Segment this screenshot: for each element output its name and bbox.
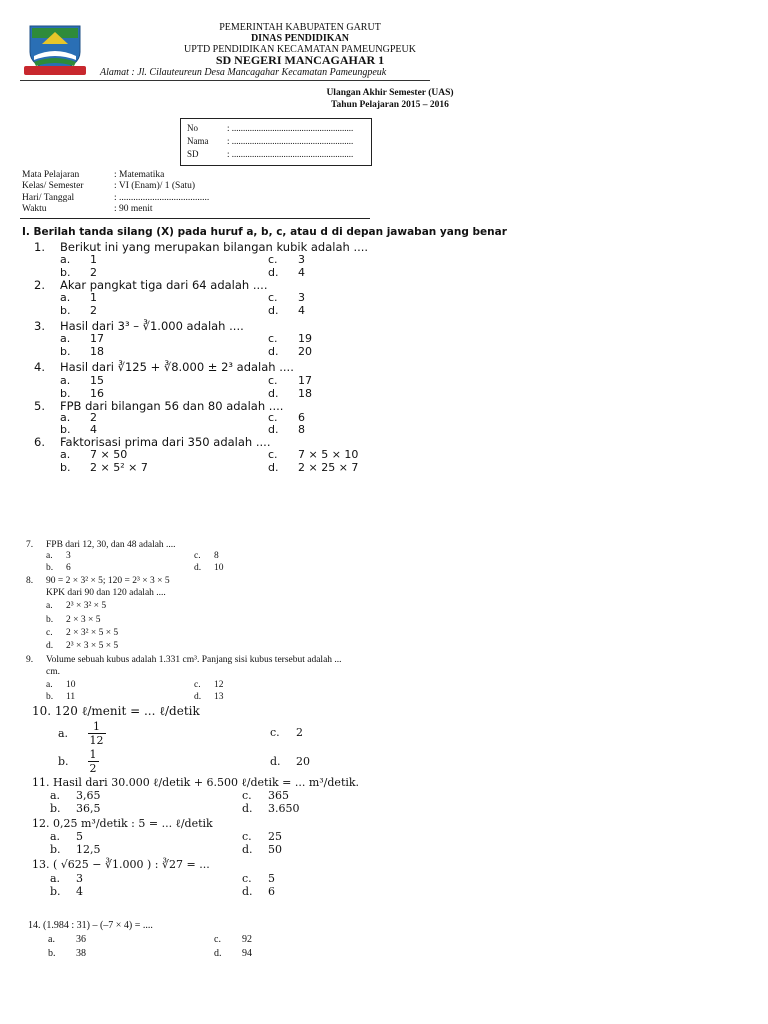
id-row-sd: SD : ...................................................... — [187, 149, 354, 159]
q5-option-b[interactable]: b. 4 — [60, 423, 97, 436]
question-11: 11. Hasil dari 30.000 ℓ/detik + 6.500 ℓ/detik = ... m³/detik. — [32, 776, 360, 789]
question-13: 13. ( √625 − ∛1.000 ) : ∛27 = ... — [32, 858, 210, 871]
q6-option-d[interactable]: d. 2 × 25 × 7 — [268, 461, 359, 474]
q2-option-c[interactable]: c. 3 — [268, 291, 305, 304]
q8-option-a[interactable]: a. 2³ × 3² × 5 — [46, 601, 107, 611]
q12-option-c[interactable]: c. 25 — [242, 830, 282, 843]
q7-option-d[interactable]: d. 10 — [194, 563, 224, 573]
exam-title: Ulangan Akhir Semester (UAS) — [326, 88, 454, 98]
q14-option-d[interactable]: d. 94 — [214, 948, 252, 959]
school-name: SD NEGERI MANCAGAHAR 1 — [215, 53, 385, 67]
question-12: 12. 0,25 m³/detik : 5 = ... ℓ/detik — [32, 817, 213, 830]
q10-option-a[interactable]: a. $\frac{1}{12}$ — [58, 720, 104, 747]
q2-option-a[interactable]: a. 1 — [60, 291, 97, 304]
school-address: Alamat : Jl. Cilauteureun Desa Mancagahar Kecamatan Pameungpeuk — [100, 67, 387, 78]
q14-option-c[interactable]: c. 92 — [214, 934, 252, 945]
q1-option-c[interactable]: c. 3 — [268, 253, 305, 266]
q5-option-c[interactable]: c. 6 — [268, 411, 305, 424]
header-line-2: DINAS PENDIDIKAN — [250, 33, 350, 44]
meta-time: Waktu : 90 menit — [22, 204, 153, 214]
question-9-line-2: cm. — [46, 667, 60, 677]
q9-option-a[interactable]: a. 10 — [46, 680, 76, 690]
q6-option-b[interactable]: b. 2 × 5² × 7 — [60, 461, 148, 474]
q2-option-b[interactable]: b. 2 — [60, 304, 97, 317]
q4-option-a[interactable]: a. 15 — [60, 374, 104, 387]
question-10: 10. 120 ℓ/menit = ... ℓ/detik — [32, 704, 200, 718]
q8-option-c[interactable]: c. 2 × 3² × 5 × 5 — [46, 628, 119, 638]
q7-option-c[interactable]: c. 8 — [194, 551, 219, 561]
q11-option-a[interactable]: a. 3,65 — [50, 789, 101, 802]
q4-option-d[interactable]: d. 18 — [268, 387, 312, 400]
q2-option-d[interactable]: d. 4 — [268, 304, 305, 317]
q13-option-a[interactable]: a. 3 — [50, 872, 83, 885]
q4-option-b[interactable]: b. 16 — [60, 387, 104, 400]
q5-option-a[interactable]: a. 2 — [60, 411, 97, 424]
q3-option-c[interactable]: c. 19 — [268, 332, 312, 345]
id-row-no: No : ...................................................... — [187, 123, 354, 133]
q6-option-a[interactable]: a. 7 × 50 — [60, 448, 128, 461]
q7-option-a[interactable]: a. 3 — [46, 551, 71, 561]
q3-option-a[interactable]: a. 17 — [60, 332, 104, 345]
fraction-one-twelfth: $\frac{1}{12}$ — [89, 720, 104, 747]
q13-option-c[interactable]: c. 5 — [242, 872, 275, 885]
meta-date: Hari/ Tanggal : ...................................... — [22, 193, 210, 203]
meta-class: Kelas/ Semester : VI (Enam)/ 1 (Satu) — [22, 181, 196, 191]
q9-option-b[interactable]: b. 11 — [46, 692, 76, 702]
q7-option-b[interactable]: b. 6 — [46, 563, 71, 573]
q10-option-d[interactable]: d. 20 — [270, 755, 310, 768]
fraction-one-half: $\frac{1}{2}$ — [89, 748, 97, 775]
question-9: 9. Volume sebuah kubus adalah 1.331 cm³. Panjang sisi kubus tersebut adalah ... — [26, 655, 342, 665]
q13-option-d[interactable]: d. 6 — [242, 885, 275, 898]
q11-option-c[interactable]: c. 365 — [242, 789, 289, 802]
question-8: 8. 90 = 2 × 3² × 5; 120 = 2³ × 3 × 5 — [26, 576, 170, 586]
q11-option-b[interactable]: b. 36,5 — [50, 802, 101, 815]
q8-option-d[interactable]: d. 2³ × 3 × 5 × 5 — [46, 641, 119, 651]
q8-option-b[interactable]: b. 2 × 3 × 5 — [46, 615, 101, 625]
q3-option-b[interactable]: b. 18 — [60, 345, 104, 358]
meta-divider — [20, 218, 370, 219]
student-id-box — [180, 118, 372, 166]
q13-option-b[interactable]: b. 4 — [50, 885, 83, 898]
meta-subject: Mata Pelajaran : Matematika — [22, 170, 165, 180]
q12-option-d[interactable]: d. 50 — [242, 843, 282, 856]
q6-option-c[interactable]: c. 7 × 5 × 10 — [268, 448, 359, 461]
exam-year: Tahun Pelajaran 2015 – 2016 — [331, 100, 449, 110]
q1-option-a[interactable]: a. 1 — [60, 253, 97, 266]
q10-option-c[interactable]: c. 2 — [270, 726, 303, 739]
question-14: 14. (1.984 : 31) – (–7 × 4) = .... — [28, 920, 153, 931]
q9-option-c[interactable]: c. 12 — [194, 680, 224, 690]
q12-option-b[interactable]: b. 12,5 — [50, 843, 101, 856]
header-line-1: PEMERINTAH KABUPATEN GARUT — [219, 22, 381, 33]
q12-option-a[interactable]: a. 5 — [50, 830, 83, 843]
q11-option-d[interactable]: d. 3.650 — [242, 802, 300, 815]
q9-option-d[interactable]: d. 13 — [194, 692, 224, 702]
q1-option-b[interactable]: b. 2 — [60, 266, 97, 279]
id-row-nama: Nama : ...................................................... — [187, 136, 354, 146]
q10-option-b[interactable]: b. $\frac{1}{2}$ — [58, 748, 97, 775]
question-8-line-2: KPK dari 90 dan 120 adalah .... — [46, 588, 166, 598]
q3-option-d[interactable]: d. 20 — [268, 345, 312, 358]
q14-option-b[interactable]: b. 38 — [48, 948, 86, 959]
q4-option-c[interactable]: c. 17 — [268, 374, 312, 387]
question-7: 7. FPB dari 12, 30, dan 48 adalah .... — [26, 540, 176, 550]
header-divider — [20, 80, 430, 81]
header-line-3: UPTD PENDIDIKAN KECAMATAN PAMEUNGPEUK — [184, 44, 416, 55]
instruction: I. Berilah tanda silang (X) pada huruf a, b, c, atau d di depan jawaban yang benar — [22, 226, 507, 238]
q5-option-d[interactable]: d. 8 — [268, 423, 305, 436]
q14-option-a[interactable]: a. 36 — [48, 934, 86, 945]
q1-option-d[interactable]: d. 4 — [268, 266, 305, 279]
